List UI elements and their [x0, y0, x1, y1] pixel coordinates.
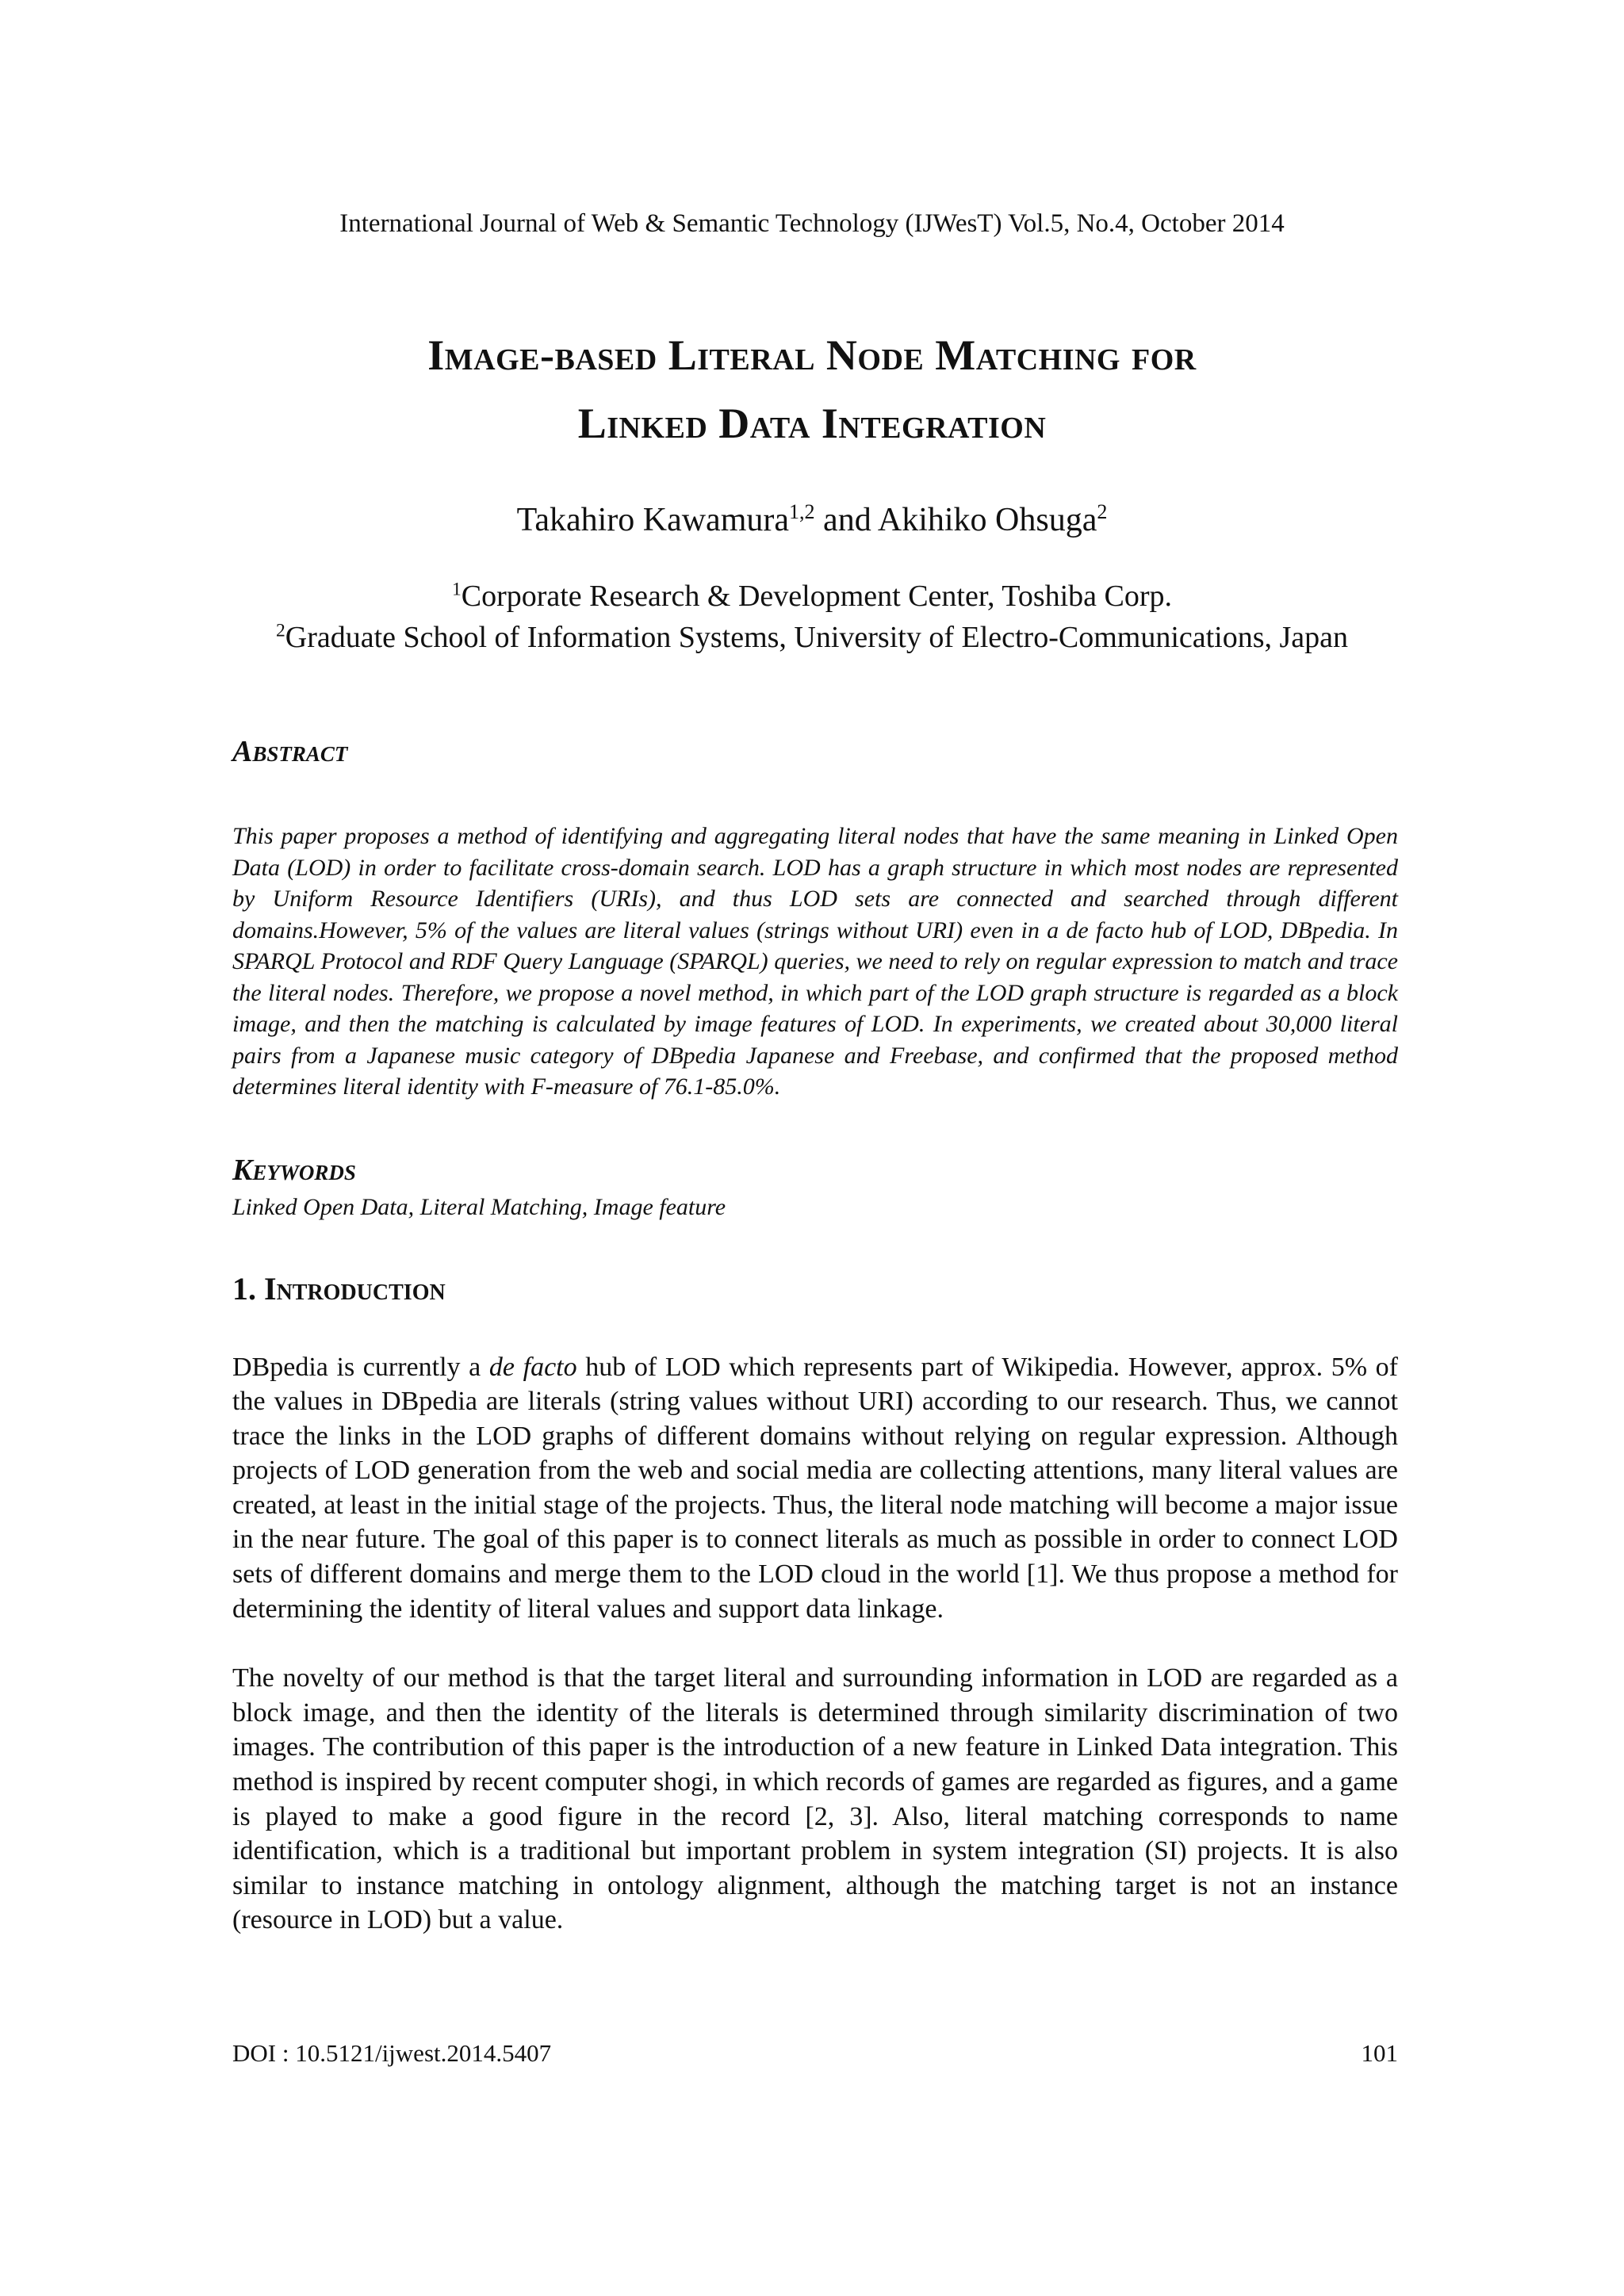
- affiliation-line: [0, 617, 1624, 658]
- title-line-1: Image-based Literal Node Matching for: [427, 331, 1197, 379]
- affiliation-mark: 1: [451, 579, 462, 600]
- affiliation-text: Graduate School of Information Systems, University of Electro-Communications, Japan: [285, 621, 1349, 654]
- paper-title: [159, 321, 1465, 457]
- abstract-text: This paper proposes a method of identifying and aggregating literal nodes that have the same meaning in Linked Open Data (LOD) in order to facilitate cross-domain search. LOD has a graph structure in which most nodes are represented by Uniform Resource Identifiers (URIs), and thus LOD sets are connected and searched through different domains.However, 5% of the values are literal values (strings without URI) even in a de facto hub of LOD, DBpedia. In SPARQL Protocol and RDF Query Language (SPARQL) queries, we need to rely on regular expression to match and trace the literal nodes. Therefore, we propose a novel method, in which part of the LOD graph structure is regarded as a block image, and then the matching is calculated by image features of LOD. In experiments, we created about 30,000 literal pairs from a Japanese music category of DBpedia Japanese and Freebase, and confirmed that the proposed method determines literal identity with F-measure of 76.1-85.0%.: [232, 823, 1398, 1100]
- author-name: Takahiro Kawamura: [516, 502, 789, 538]
- introduction-paragraph-1: [232, 1350, 1398, 1627]
- keywords-heading: Keywords: [232, 1153, 356, 1187]
- affiliation-text: Corporate Research & Development Center, Toshiba Corp.: [461, 580, 1173, 613]
- abstract-heading: Abstract: [232, 735, 348, 768]
- main-content: [232, 733, 1398, 1938]
- author-conjunction: and: [814, 502, 878, 538]
- emphasis-text: de facto: [488, 1352, 577, 1382]
- author-affiliation-mark: 1,2: [789, 500, 815, 523]
- affiliations: [0, 576, 1624, 658]
- title-line-2: Linked Data Integration: [577, 400, 1047, 447]
- paragraph-text: DBpedia is currently a: [232, 1352, 489, 1382]
- doi-text: DOI : 10.5121/ijwest.2014.5407: [232, 2039, 552, 2067]
- affiliation-line: [0, 576, 1624, 617]
- authors-line: [0, 498, 1624, 542]
- page-number: 101: [1361, 2039, 1398, 2067]
- journal-header: International Journal of Web & Semantic Technology (IJWesT) Vol.5, No.4, October 2014: [339, 209, 1285, 238]
- paragraph-text: hub of LOD which represents part of Wikipedia. However, approx. 5% of the values in DBpedia are literals (string values without URI) according to our research. Thus, we cannot trace the links in the LOD graphs of different domains without relying on regular expression. Although projects of LOD generation from the web and social media are collecting attentions, many literal values are created, at least in the initial stage of the projects. Thus, the literal node matching will become a major issue in the near future. The goal of this paper is to connect literals as much as possible in order to connect LOD sets of different domains and merge them to the LOD cloud in the world [1]. We thus propose a method for determining the identity of literal values and support data linkage.: [232, 1352, 1398, 1624]
- affiliation-mark: 2: [275, 620, 285, 641]
- keywords-text: Linked Open Data, Literal Matching, Image feature: [232, 1193, 726, 1220]
- introduction-heading: 1. Introduction: [232, 1270, 446, 1307]
- author-name: Akihiko Ohsuga: [877, 502, 1097, 538]
- introduction-paragraph-2: The novelty of our method is that the target literal and surrounding information in LOD are regarded as a block image, and then the identity of the literals is determined through similarity discrimination of two images. The contribution of this paper is the introduction of a new feature in Linked Data integration. This method is inspired by recent computer shogi, in which records of games are regarded as figures, and a game is played to make a good figure in the record [2, 3]. Also, literal matching corresponds to name identification, which is a traditional but important problem in system integration (SI) projects. It is also similar to instance matching in ontology alignment, although the matching target is not an instance (resource in LOD) but a value.: [232, 1663, 1398, 1935]
- author-affiliation-mark: 2: [1097, 500, 1108, 523]
